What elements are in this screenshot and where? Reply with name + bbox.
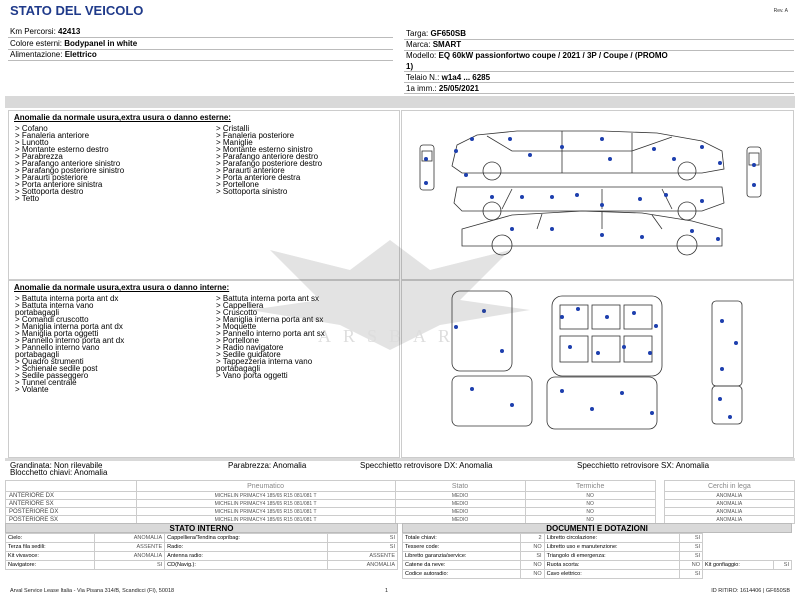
- damage-list-item: > Fanaleria anteriore: [15, 131, 90, 140]
- damage-list-item: > Pannello interno porta ant dx: [15, 336, 125, 345]
- tyre-pos-cell: ANTERIORE DX: [6, 492, 137, 500]
- brand-label: Marca:: [406, 40, 431, 49]
- tyre-pos-cell: POSTERIORE DX: [6, 508, 137, 516]
- damage-list-item: > Portellone: [216, 336, 259, 345]
- kv-label: Cielo:: [6, 534, 95, 543]
- kv-label: Codice autoradio:: [403, 570, 521, 579]
- tyre-tyre-cell: MICHELIN PRIMACY4 185/65 R15 081/081 T: [136, 500, 395, 508]
- external-list-right: [210, 125, 322, 202]
- damage-list-item: > Cappelliera: [216, 301, 264, 310]
- kv-row: [403, 570, 792, 579]
- tyre-row: [6, 500, 795, 508]
- kv-value: SI: [95, 561, 165, 570]
- plate-label: Targa:: [406, 29, 429, 38]
- damage-list-item: > Tappezzeria interna vano: [216, 357, 313, 366]
- damage-list-item: > Pannello interno vano: [15, 343, 100, 352]
- registration-label: 1a imm.:: [406, 84, 437, 93]
- model-label: Modello:: [406, 51, 437, 60]
- kv-value: ANOMALIA: [95, 552, 165, 561]
- footer-company: Arval Service Lease Italia - Via Pisana 314/B, Scandicci (FI), 50018: [10, 588, 175, 594]
- kv-label: Libretto circolazione:: [544, 534, 679, 543]
- tyre-state-cell: MEDIO: [395, 516, 525, 524]
- fuel-value: Elettrico: [64, 50, 97, 59]
- damage-list-item: > Porta anteriore sinistra: [15, 180, 103, 189]
- color-label: Colore esterni:: [10, 39, 63, 48]
- kv-value: NO: [521, 561, 545, 570]
- kv-label: Ruota scorta:: [544, 561, 679, 570]
- tyre-row: [6, 508, 795, 516]
- tyre-state-cell: MEDIO: [395, 508, 525, 516]
- tyre-tyre-cell: MICHELIN PRIMACY4 185/65 R15 081/081 T: [136, 516, 395, 524]
- damage-list-item: > Paraurti anteriore: [216, 166, 285, 175]
- kv-label: CD(Navig.):: [165, 561, 328, 570]
- tyre-pos-cell: POSTERIORE SX: [6, 516, 137, 524]
- kv-row: [403, 543, 792, 552]
- kv-value: SI: [327, 543, 397, 552]
- tyres-header-winter: Termiche: [525, 481, 655, 492]
- km-label: Km Percorsi:: [10, 27, 56, 36]
- kv-label: Triangolo di emergenza:: [544, 552, 679, 561]
- damage-list-item: > Maniglia interna porta ant sx: [216, 315, 324, 324]
- damage-list-item: > Paraurti posteriore: [15, 173, 88, 182]
- kv-value: SI: [679, 570, 703, 579]
- documents-box: [402, 523, 792, 579]
- damage-list-item: > Cristalli: [216, 124, 250, 133]
- km-value: 42413: [58, 27, 81, 36]
- external-damage-title: Anomalie da normale usura,extra usura o danno esterne:: [14, 113, 231, 122]
- model-value-2: 1): [406, 62, 414, 71]
- model-value: EQ 60kW passionfortwo coupe / 2021 / 3P / Coupe / (PROMO: [438, 51, 668, 60]
- damage-list-item: > Parafango posteriore sinistro: [15, 166, 125, 175]
- kv-value: ANOMALIA: [95, 534, 165, 543]
- kv-row: [403, 561, 792, 570]
- internal-status-title: STATO INTERNO: [5, 523, 398, 533]
- kv-label: Catene da neve:: [403, 561, 521, 570]
- internal-damage-title: Anomalie da normale usura,extra usura o danno interne:: [14, 283, 230, 292]
- color-row: [10, 38, 137, 49]
- kv-label: Cappelliera/Tendina copribag:: [165, 534, 328, 543]
- revision-label: Rev. A: [773, 8, 788, 14]
- kv-value: SI: [679, 543, 703, 552]
- kv-label: Antenna radio:: [165, 552, 328, 561]
- windshield-info: Parabrezza: Anomalia: [228, 461, 307, 470]
- footer-id: ID RITIRO: 1614406 | GF650SB: [711, 588, 790, 594]
- kv-label: Radio:: [165, 543, 328, 552]
- damage-list-item: > Maniglie: [216, 138, 253, 147]
- damage-list-item: > Cruscotto: [216, 308, 258, 317]
- keys-info: Blocchetto chiavi: Anomalia: [10, 468, 108, 477]
- mirror-dx-info: Specchietto retrovisore DX: Anomalia: [360, 461, 493, 470]
- kv-value: ASSENTE: [95, 543, 165, 552]
- model-row: [406, 50, 668, 61]
- kv-value: NO: [521, 543, 545, 552]
- kv-row: [6, 561, 398, 570]
- kv-value: SI: [679, 552, 703, 561]
- kv-value: ASSENTE: [327, 552, 397, 561]
- kv-label: Terza fila sedili:: [6, 543, 95, 552]
- kv-value: ANOMALIA: [327, 561, 397, 570]
- damage-list-item: > Battuta interna porta ant sx: [216, 294, 319, 303]
- tyres-header-tyre: Pneumatico: [136, 481, 395, 492]
- tyre-alloy-cell: ANOMALIA: [664, 516, 794, 524]
- chassis-value: w1a4 ... 6285: [441, 73, 491, 82]
- tyre-winter-cell: NO: [525, 516, 655, 524]
- damage-list-item: > Sottoporta destro: [15, 187, 84, 196]
- mirror-sx-info: Specchietto retrovisore SX: Anomalia: [577, 461, 710, 470]
- damage-list-item: > Vano porta oggetti: [216, 371, 288, 380]
- damage-list-item: portabagagli: [15, 350, 60, 359]
- damage-list-item: > Porta anteriore destra: [216, 173, 301, 182]
- damage-list-item: > Parafango anteriore destro: [216, 152, 319, 161]
- kv-value: NO: [679, 561, 703, 570]
- chassis-label: Telaio N.:: [406, 73, 440, 82]
- damage-list-item: > Tetto: [15, 194, 40, 203]
- damage-list-item: > Tunnel centrale: [15, 378, 77, 387]
- tyre-tyre-cell: MICHELIN PRIMACY4 185/65 R15 081/081 T: [136, 492, 395, 500]
- tyre-row: [6, 492, 795, 500]
- damage-list-item: > Volante: [15, 385, 49, 394]
- tyres-header-alloy: Cerchi in lega: [664, 481, 794, 492]
- damage-list-item: > Sottoporta sinistro: [216, 187, 288, 196]
- damage-list-item: > Lunotto: [15, 138, 49, 147]
- section-divider: [5, 96, 795, 108]
- documents-table: [402, 533, 792, 579]
- kv-row: [403, 534, 792, 543]
- tyre-pos-cell: ANTERIORE SX: [6, 500, 137, 508]
- kv-value: SI: [521, 552, 545, 561]
- damage-list-item: > Quadro strumenti: [15, 357, 84, 366]
- tyres-table: [5, 480, 795, 524]
- damage-list-item: > Parafango posteriore destro: [216, 159, 323, 168]
- brand-value: SMART: [432, 40, 462, 49]
- damage-list-item: > Cofano: [15, 124, 48, 133]
- tyre-tyre-cell: MICHELIN PRIMACY4 185/65 R15 081/081 T: [136, 508, 395, 516]
- svg-text:ARSBAR: ARSBAR: [317, 326, 463, 346]
- kv-label: Totale chiavi:: [403, 534, 521, 543]
- fuel-label: Alimentazione:: [10, 50, 63, 59]
- tyres-header-state: Stato: [395, 481, 525, 492]
- damage-list-item: > Radio navigatore: [216, 343, 284, 352]
- registration-value: 25/05/2021: [438, 84, 479, 93]
- damage-list-item: > Fanaleria posteriore: [216, 131, 295, 140]
- damage-list-item: > Maniglia interna porta ant dx: [15, 322, 123, 331]
- tyre-alloy-cell: ANOMALIA: [664, 508, 794, 516]
- kv-value: NO: [521, 570, 545, 579]
- km-row: [10, 26, 80, 37]
- color-value: Bodypanel in white: [64, 39, 138, 48]
- damage-list-item: > Pannello interno porta ant sx: [216, 329, 325, 338]
- internal-status-table: [5, 533, 398, 570]
- damage-list-item: > Maniglia porta oggetti: [15, 329, 99, 338]
- kv-label: Navigatore:: [6, 561, 95, 570]
- brand-row: [406, 39, 461, 50]
- damage-list-item: > Battuta interna vano: [15, 301, 94, 310]
- kv-value: SI: [773, 561, 791, 570]
- kv-label: Tessere code:: [403, 543, 521, 552]
- external-list-left: [9, 125, 210, 202]
- kv-label: Cavo elettrico:: [544, 570, 679, 579]
- hail-info: Grandinata: Non rilevabile: [10, 461, 103, 470]
- damage-list-item: > Schienale sedile post: [15, 364, 98, 373]
- internal-status-box: [5, 523, 398, 570]
- kv-value: SI: [679, 534, 703, 543]
- damage-list-item: > Sedile passeggero: [15, 371, 89, 380]
- tyre-state-cell: MEDIO: [395, 492, 525, 500]
- kv-value: 2: [521, 534, 545, 543]
- tyre-winter-cell: NO: [525, 508, 655, 516]
- damage-list-item: portabagagli: [15, 308, 60, 317]
- damage-list-item: portabagagli: [216, 364, 261, 373]
- kv-row: [6, 543, 398, 552]
- damage-list-item: > Moquette: [216, 322, 257, 331]
- damage-list-item: > Sedile guidatore: [216, 350, 281, 359]
- damage-list-item: > Parafango anteriore sinistro: [15, 159, 121, 168]
- plate-row: [406, 28, 466, 39]
- tyre-winter-cell: NO: [525, 500, 655, 508]
- tyre-winter-cell: NO: [525, 492, 655, 500]
- documents-title: DOCUMENTI E DOTAZIONI: [402, 523, 792, 533]
- kv-row: [6, 534, 398, 543]
- page-title: STATO DEL VEICOLO: [10, 3, 144, 18]
- tyre-alloy-cell: ANOMALIA: [664, 492, 794, 500]
- damage-list-item: > Battuta interna porta ant dx: [15, 294, 119, 303]
- kv-label: Kit gonfiaggio:: [703, 561, 774, 570]
- footer-page: 1: [385, 588, 389, 594]
- kv-row: [403, 552, 792, 561]
- internal-list-left: [9, 295, 210, 393]
- fuel-row: [10, 49, 97, 60]
- kv-label: Libretto uso e manutenzione:: [544, 543, 679, 552]
- damage-list-item: > Comandi cruscotto: [15, 315, 89, 324]
- kv-row: [6, 552, 398, 561]
- arsbar-watermark-logo: [230, 230, 550, 360]
- plate-value: GF650SB: [430, 29, 467, 38]
- damage-list-item: > Parabrezza: [15, 152, 63, 161]
- tyre-alloy-cell: ANOMALIA: [664, 500, 794, 508]
- kv-value: SI: [327, 534, 397, 543]
- damage-list-item: > Montante esterno destro: [15, 145, 109, 154]
- kv-label: Kit vivavoce:: [6, 552, 95, 561]
- tyre-state-cell: MEDIO: [395, 500, 525, 508]
- damage-list-item: > Montante esterno sinistro: [216, 145, 313, 154]
- kv-label: Libretto garanzia/service:: [403, 552, 521, 561]
- damage-list-item: > Portellone: [216, 180, 259, 189]
